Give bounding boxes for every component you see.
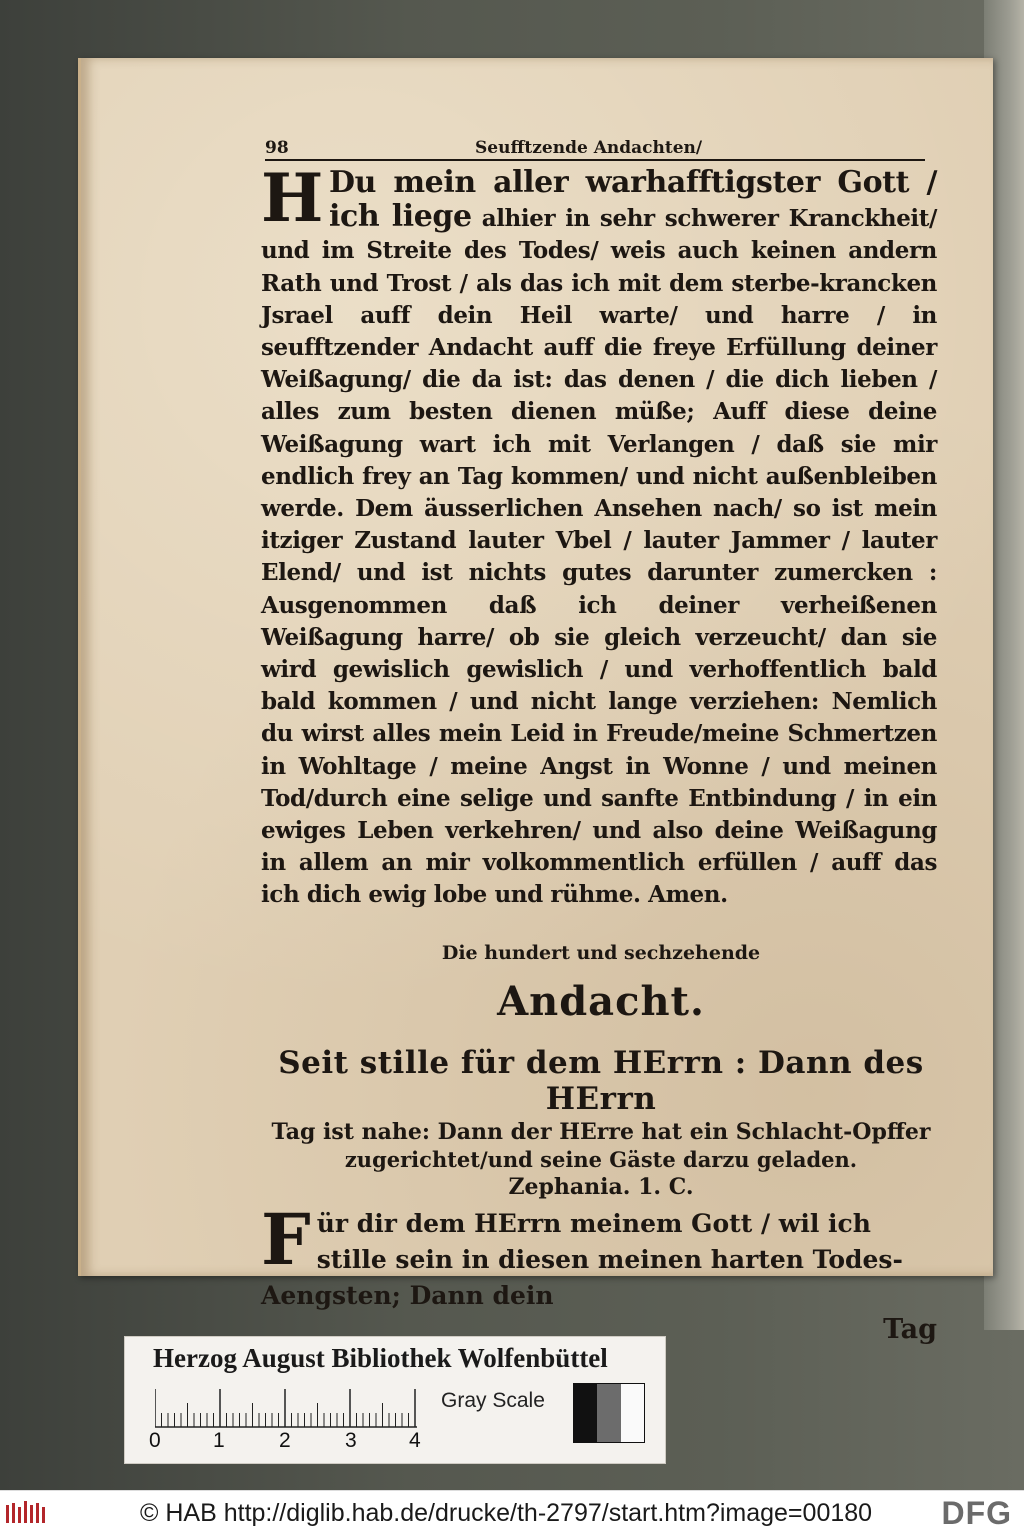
running-head-title: Seufftzende Andachten/ — [475, 138, 703, 158]
running-head — [265, 138, 925, 161]
hab-logo-icon — [6, 1501, 46, 1525]
motto-line-1: Seit stille für dem HErrn : Dann des HErrn — [278, 1044, 924, 1117]
motto-line-3: zugerichtet/und seine Gäste darzu geladen. — [344, 1146, 858, 1172]
ruler-number: 0 — [149, 1429, 161, 1452]
book-page — [78, 58, 993, 1345]
gray-patch-black — [574, 1384, 597, 1442]
motto-reference: Zephania. 1. C. — [508, 1173, 694, 1200]
prayer-text — [261, 159, 937, 912]
page-number: 98 — [265, 138, 289, 158]
second-prayer-body: ür dir dem HErrn meinem Gott / wil ich stille sein in diesen meinen harten Todes-Aengsten; Dann dein — [261, 1208, 903, 1310]
ruler-number: 1 — [213, 1429, 225, 1452]
footer-bar — [0, 1490, 1024, 1534]
gray-patches — [573, 1383, 645, 1443]
ruler-number: 4 — [409, 1429, 421, 1452]
ruler-number: 2 — [279, 1429, 291, 1452]
gray-patch-white — [621, 1384, 644, 1442]
ruler-scale — [155, 1389, 425, 1429]
catchword: Tag — [883, 1313, 937, 1345]
copyright-url: © HAB http://diglib.hab.de/drucke/th-2797/start.htm?image=00180 — [140, 1499, 873, 1527]
color-calibration-card — [124, 1336, 666, 1464]
second-prayer-text — [261, 1197, 937, 1314]
library-name: Herzog August Bibliothek Wolfenbüttel — [153, 1343, 608, 1373]
prayer-body: alhier in sehr schwerer Kranckheit/ und im Streite des Todes/ weis auch keinen andern Rath und Trost / als das ich mit dem sterbe-krancken Jsrael auff dein Heil warte/ und harre / in seufftzender Andacht auff die freye Erfüllung deiner Weißagung/ die da ist: das denen / die dich lieben / alles zum besten dienen müße; Auff diese deine Weißagung wart ich mit Verlangen / daß sie mir endlich frey an Tag kommen/ und nicht außenbleiben werde. Dem äusserlichen Ansehen nach/ so ist mein itziger Zustand lauter Vbel / lauter Jammer / lauter Elend/ und ist nichts gutes darunter zumercken : Ausgenommen daß ich deiner verheißenen Weißagung harre/ ob sie gleich verzeucht/ dan sie wird gewislich gewislich / und verhoffentlich bald bald kommen / und nicht lange verziehen: Nemlich du wirst alles mein Leid in Freude/meine Schmertzen in Wohltage / meine Angst in Wonne / und meinen Tod/durch eine selige und sanfte Entbindung / in ein ewiges Leben verkehren/ und also deine Weißagung in allem an mir volkommentlich erfüllen / auff das ich dich ewig lobe und rühme. Amen. — [261, 205, 937, 909]
drop-capital: H — [261, 159, 323, 237]
ruler-number: 3 — [345, 1429, 357, 1452]
gray-scale-label: Gray Scale — [441, 1389, 545, 1412]
motto-line-2: Tag ist nahe: Dann der HErre hat ein Schlacht-Opffer — [271, 1118, 931, 1145]
section-heading-big: Andacht. — [497, 977, 705, 1025]
dfg-logo: DFG — [941, 1495, 1012, 1531]
page-content — [261, 138, 941, 1345]
drop-capital-2: F — [261, 1197, 311, 1281]
section-heading-small: Die hundert und sechzehende — [441, 941, 761, 964]
first-line: Du mein aller warhafftigster Gott / ich liege — [328, 165, 937, 235]
gray-patch-mid — [597, 1384, 620, 1442]
